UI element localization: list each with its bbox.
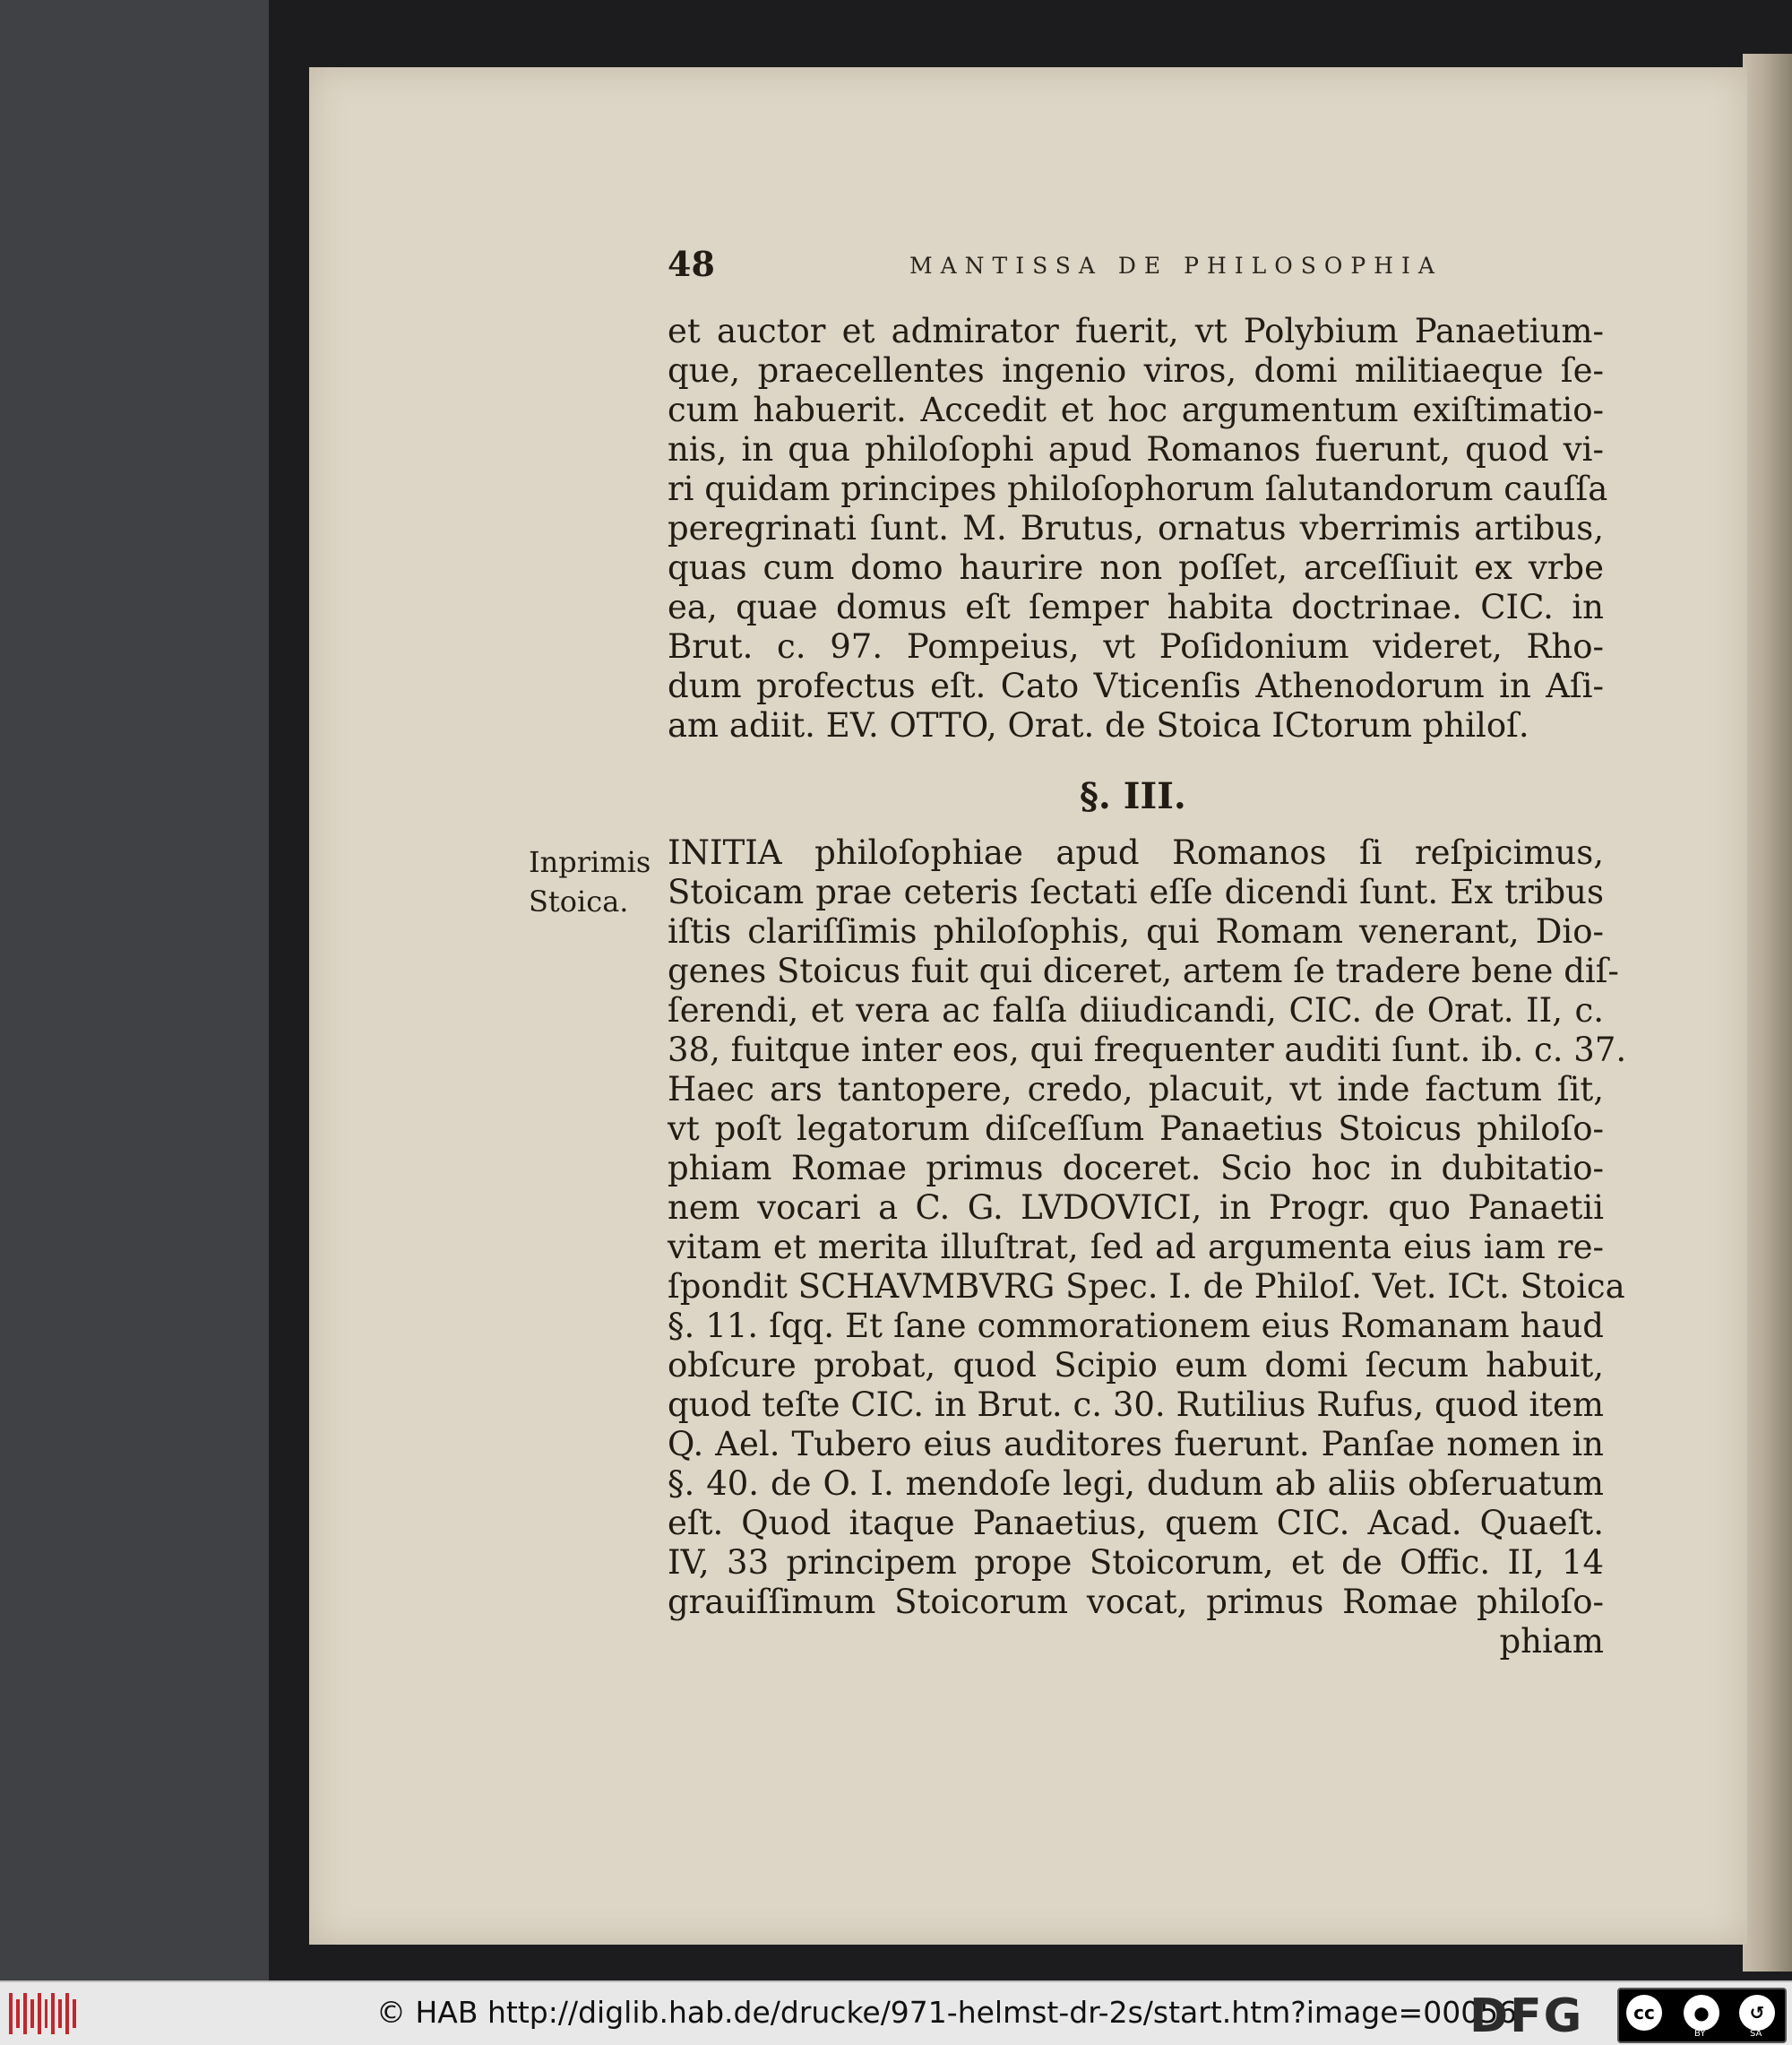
catchword-block	[668, 1622, 1604, 1661]
sa-icon: ↺	[1739, 1995, 1775, 2031]
text-line: Brut. c. 97. Pompeius, vt Poſidonium videret, Rho-	[668, 627, 1604, 666]
text-line: phiam Romae primus doceret. Scio hoc in dubitatio-	[668, 1149, 1604, 1187]
catchword: phiam	[1499, 1622, 1604, 1661]
text-line: §. 40. de O. I. mendoſe legi, dudum ab aliis obſeruatum	[668, 1464, 1604, 1503]
text-line: nem vocari a C. G. LVDOVICI, in Progr. quo Panaetii	[668, 1188, 1604, 1227]
page-edge-right	[1743, 54, 1792, 1972]
marginal-line: Stoica.	[529, 884, 629, 919]
sa-label: SA	[1750, 2029, 1762, 2039]
section-paragraph	[668, 833, 1627, 1622]
marginal-note	[529, 842, 650, 921]
text-line: que, praecellentes ingenio viros, domi militiaeque ſe-	[668, 351, 1604, 390]
text-line: iſtis clariſſimis philoſophis, qui Romam venerant, Dio-	[668, 912, 1604, 951]
text-line: obſcure probat, quod Scipio eum domi ſecum habuit,	[668, 1346, 1604, 1385]
by-icon: ●	[1684, 1995, 1719, 2031]
cc-icon: cc	[1626, 1995, 1662, 2031]
cc-license-badge[interactable]	[1617, 1988, 1787, 2043]
text-line: am adiit. EV. OTTO, Orat. de Stoica ICtorum philoſ.	[668, 706, 1529, 745]
text-line: Haec ars tantopere, credo, placuit, vt inde factum ſit,	[668, 1070, 1604, 1109]
text-line: ſpondit SCHAVMBVRG Spec. I. de Philoſ. Vet. ICt. Stoica	[668, 1267, 1625, 1306]
dfg-logo[interactable]: DFG	[1469, 1989, 1584, 2043]
running-title: MANTISSA DE PHILOSOPHIA	[909, 253, 1443, 279]
text-line: quas cum domo haurire non poſſet, arceſſiuit ex vrbe	[668, 548, 1604, 587]
marginal-line: Inprimis	[529, 845, 651, 879]
copyright-link[interactable]: © HAB http://diglib.hab.de/drucke/971-helmst-dr-2s/start.htm?image=00056	[376, 1995, 1518, 2030]
text-line: genes Stoicus fuit qui diceret, artem ſe tradere bene diſ-	[668, 952, 1619, 990]
text-line: dum profectus eſt. Cato Vticenſis Athenodorum in Aſi-	[668, 667, 1604, 705]
text-line: cum habuerit. Accedit et hoc argumentum exiſtimatio-	[668, 391, 1604, 429]
by-label: BY	[1694, 2029, 1706, 2039]
text-line: Stoicam prae ceteris ſectati eſſe dicendi ſunt. Ex tribus	[668, 873, 1604, 911]
footer-bar	[0, 1980, 1792, 2045]
library-logo-icon[interactable]	[9, 1993, 76, 2034]
page-number: 48	[668, 244, 715, 284]
text-line: quod teſte CIC. in Brut. c. 30. Rutilius Rufus, quod item	[668, 1385, 1604, 1424]
top-paragraph	[668, 312, 1608, 746]
text-line: ea, quae domus eſt ſemper habita doctrinae. CIC. in	[668, 588, 1604, 626]
text-line: vitam et merita illuſtrat, ſed ad argumenta eius iam re-	[668, 1228, 1604, 1266]
text-line: IV, 33 principem prope Stoicorum, et de Offic. II, 14	[668, 1543, 1604, 1582]
text-line: et auctor et admirator fuerit, vt Polybium Panaetium-	[668, 312, 1604, 350]
text-line: eſt. Quod itaque Panaetius, quem CIC. Acad. Quaeſt.	[668, 1504, 1604, 1542]
text-line: ri quidam principes philoſophorum ſalutandorum cauſſa	[668, 470, 1608, 508]
text-line: peregrinati ſunt. M. Brutus, ornatus vberrimis artibus,	[668, 509, 1604, 548]
text-line: ſerendi, et vera ac falſa diiudicandi, CIC. de Orat. II, c.	[668, 991, 1604, 1030]
text-line: grauiſſimum Stoicorum vocat, primus Romae philoſo-	[668, 1583, 1604, 1621]
text-line: 38, fuitque inter eos, qui frequenter auditi ſunt. ib. c. 37.	[668, 1031, 1627, 1069]
text-line: nis, in qua philoſophi apud Romanos fuerunt, quod vi-	[668, 430, 1604, 469]
text-line: §. 11. ſqq. Et ſane commorationem eius Romanam haud	[668, 1307, 1604, 1345]
text-line: Q. Ael. Tubero eius auditores fuerunt. Panſae nomen in	[668, 1425, 1604, 1463]
text-line: vt poſt legatorum diſceſſum Panaetius Stoicus philoſo-	[668, 1109, 1604, 1148]
text-line: INITIA philoſophiae apud Romanos ſi reſpicimus,	[668, 833, 1604, 872]
section-heading: §. III.	[1080, 775, 1186, 817]
